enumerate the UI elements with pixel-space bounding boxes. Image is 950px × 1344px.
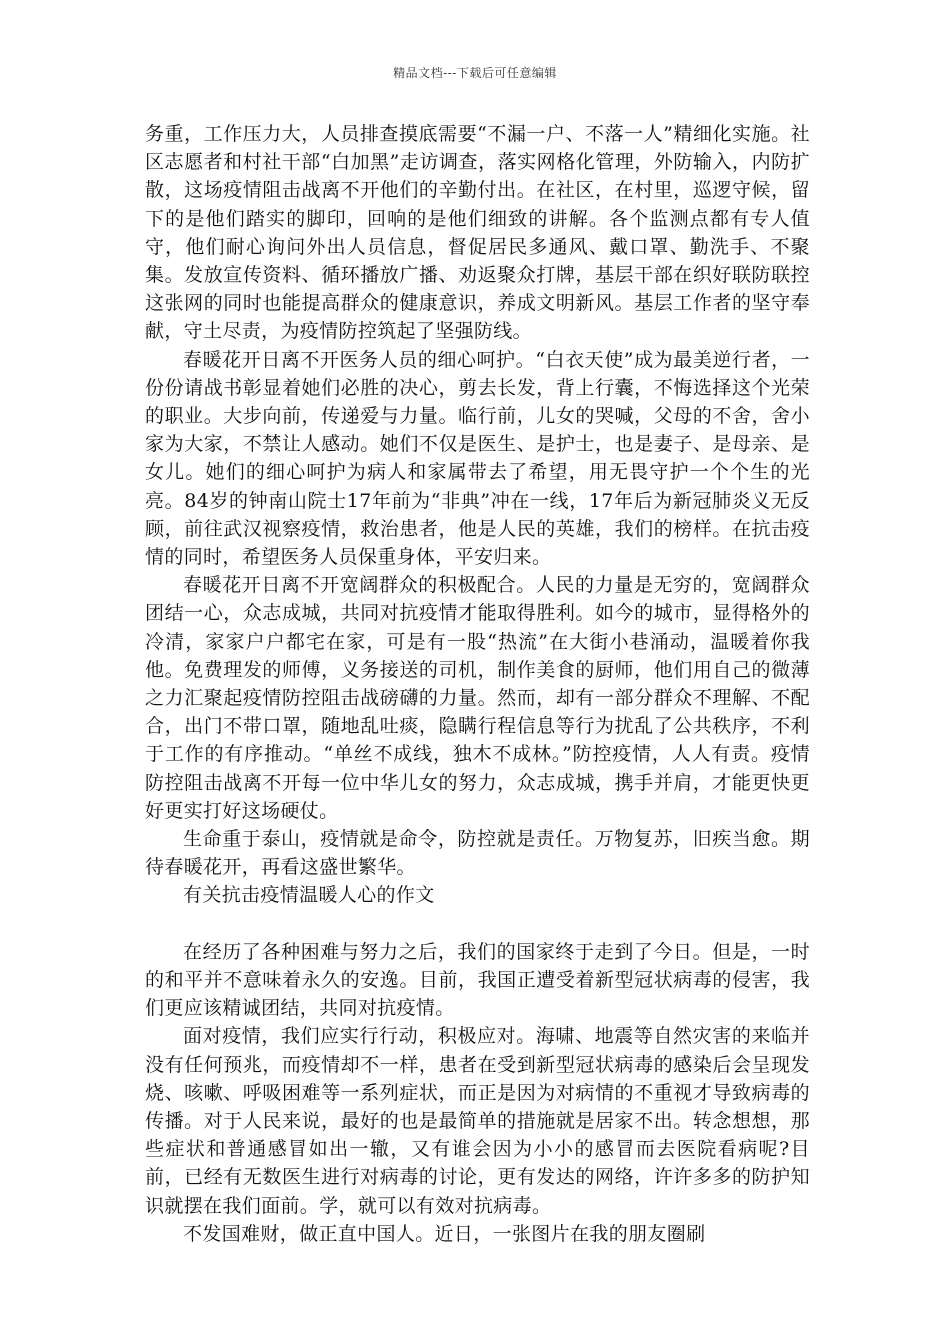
paragraph-6: 面对疫情，我们应实行行动，积极应对。海啸、地震等自然灾害的来临并没有任何预兆，而疫情却不一样，患者在受到新型冠状病毒的感染后会呈现发烧、咳嗽、呼吸困难等一系列症状，而正是因为对病情的不重视才导致病毒的传播。对于人民来说，最好的也是最简单的措施就是居家不出。转念想想，那些症状和普通感冒如出一辙，又有谁会因为小小的感冒而去医院看病呢?目前，已经有无数医生进行对病毒的讨论，更有发达的网络，许许多多的防护知识就摆在我们面前。学，就可以有效对抗病毒。 xyxy=(145,1025,810,1217)
paragraph-2: 春暖花开日离不开医务人员的细心呵护。“白衣天使”成为最美逆行者，一份份请战书彰显着她们必胜的决心，剪去长发，背上行囊，不悔选择这个光荣的职业。大步向前，传递爱与力量。临行前，儿女的哭喊，父母的不舍，舍小家为大家，不禁让人感动。她们不仅是医生、是护士，也是妻子、是母亲、是女儿。她们的细心呵护为病人和家属带去了希望，用无畏守护一个个生的光亮。84岁的钟南山院士17年前为“非典”冲在一线，17年后为新冠肺炎义无反顾，前往武汉视察疫情，救治患者，他是人民的英雄，我们的榜样。在抗击疫情的同时，希望医务人员保重身体，平安归来。 xyxy=(145,348,810,569)
page-header: 精品文档---下载后可任意编辑 xyxy=(393,66,557,80)
paragraph-4: 生命重于泰山，疫情就是命令，防控就是责任。万物复苏，旧疾当愈。期待春暖花开，再看这盛世繁华。 xyxy=(145,828,810,879)
blank-line xyxy=(145,910,810,938)
paragraph-5: 在经历了各种困难与努力之后，我们的国家终于走到了今日。但是，一时的和平并不意味着永久的安逸。目前，我国正遭受着新型冠状病毒的侵害，我们更应该精诚团结，共同对抗疫情。 xyxy=(145,940,810,1020)
paragraph-1: 务重，工作压力大，人员排查摸底需要“不漏一户、不落一人”精细化实施。社区志愿者和村社干部“白加黑”走访调查，落实网格化管理，外防输入，内防扩散，这场疫情阻击战离不开他们的辛勤付出。在社区，在村里，巡逻守候，留下的是他们踏实的脚印，回响的是他们细致的讲解。各个监测点都有专人值守，他们耐心询问外出人员信息，督促居民多通风、戴口罩、勤洗手、不聚集。发放宣传资料、循环播放广播、劝返聚众打牌，基层干部在织好联防联控这张网的同时也能提高群众的健康意识，养成文明新风。基层工作者的坚守奉献，守土尽责，为疫情防控筑起了坚强防线。 xyxy=(145,123,810,343)
section-title: 有关抗击疫情温暖人心的作文 xyxy=(183,884,435,907)
document-body xyxy=(145,120,810,1248)
paragraph-3: 春暖花开日离不开宽阔群众的积极配合。人民的力量是无穷的，宽阔群众团结一心，众志成城，共同对抗疫情才能取得胜利。如今的城市，显得格外的冷清，家家户户都宅在家，可是有一股“热流”在大街小巷涌动，温暖着你我他。免费理发的师傅，义务接送的司机，制作美食的厨师，他们用自己的微薄之力汇聚起疫情防控阻击战磅礴的力量。然而，却有一部分群众不理解、不配合，出门不带口罩，随地乱吐痰，隐瞒行程信息等行为扰乱了公共秩序，不利于工作的有序推动。“单丝不成线，独木不成林。”防控疫情，人人有责。疫情防控阻击战离不开每一位中华儿女的努力，众志成城，携手并肩，才能更快更好更实打好这场硬仗。 xyxy=(145,574,810,822)
paragraph-7: 不发国难财，做正直中国人。近日，一张图片在我的朋友圈刷 xyxy=(183,1222,706,1245)
